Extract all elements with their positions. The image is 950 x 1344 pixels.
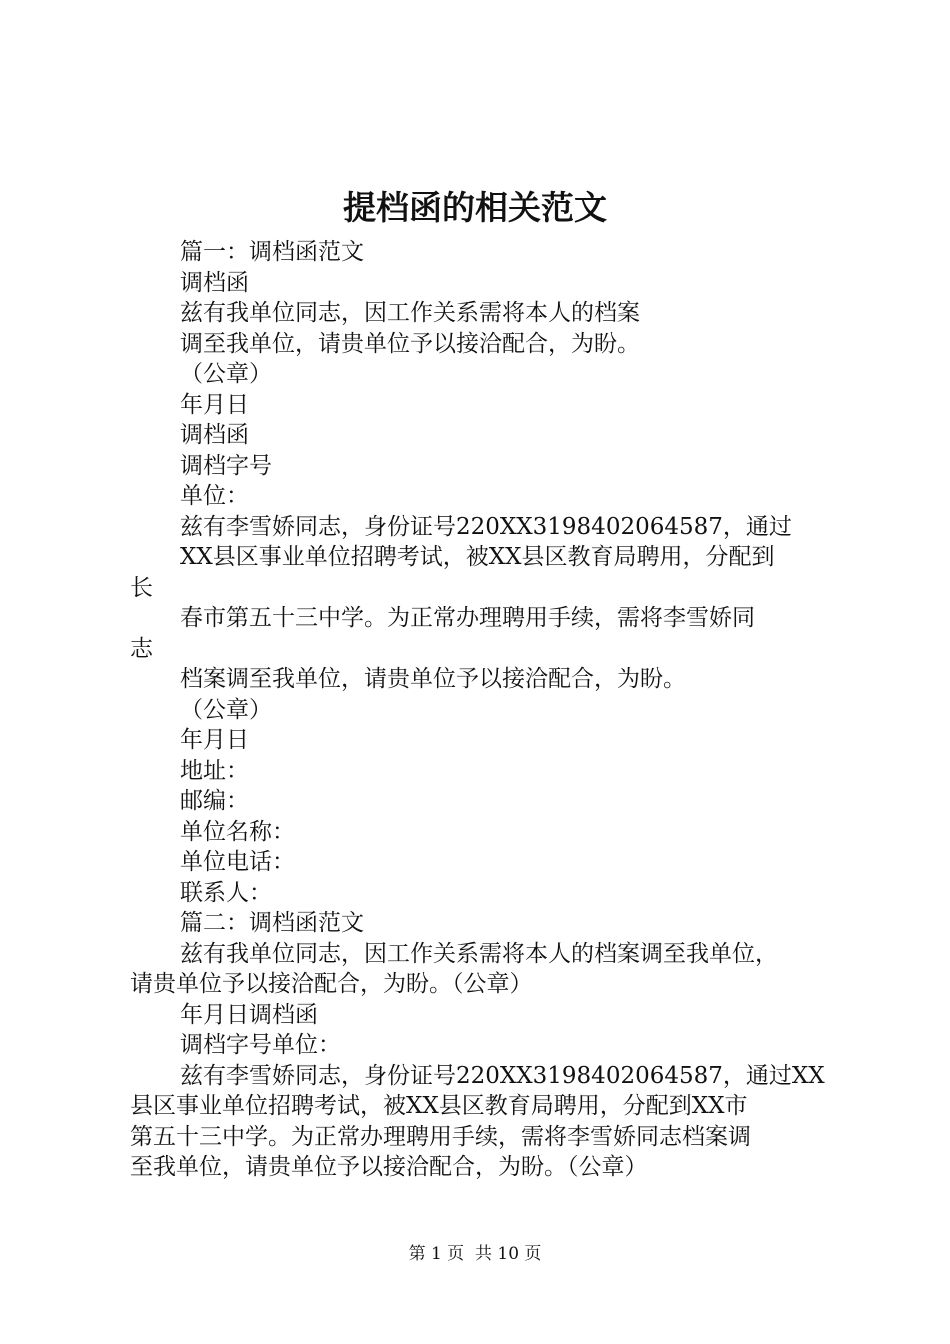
body-line: XX县区事业单位招聘考试，被XX县区教育局聘用，分配到 — [180, 544, 775, 570]
body-line: 篇一：调档函范文 — [180, 239, 364, 265]
page-footer — [0, 1242, 950, 1266]
body-line: 单位名称： — [180, 818, 295, 845]
body-line: 单位： — [180, 483, 249, 509]
body-line: 联系人： — [180, 879, 272, 906]
body-line: 调至我单位，请贵单位予以接洽配合，为盼。 — [180, 330, 640, 357]
body-line: 篇二：调档函范文 — [180, 910, 364, 936]
body-line: 年月日调档函 — [180, 1001, 318, 1028]
body-line: 县区事业单位招聘考试，被XX县区教育局聘用，分配到XX市 — [130, 1093, 748, 1119]
body-line: 兹有李雪娇同志，身份证号220XX3198402064587，通过XX — [180, 1062, 825, 1089]
body-line: 请贵单位予以接洽配合，为盼。（公章） — [130, 971, 533, 997]
body-line: 调档函 — [180, 422, 249, 448]
body-line: 春市第五十三中学。为正常办理聘用手续，需将李雪娇同 — [180, 605, 755, 631]
body-line: 邮编： — [180, 788, 249, 814]
body-line: 兹有我单位同志，因工作关系需将本人的档案调至我单位， — [180, 940, 778, 967]
body-line: 至我单位，请贵单位予以接洽配合，为盼。（公章） — [130, 1154, 648, 1180]
body-line: 长 — [130, 574, 153, 601]
body-line: （公章） — [180, 696, 272, 723]
body-line: 调档字号单位： — [180, 1032, 341, 1058]
body-line: 年月日 — [180, 727, 249, 753]
document-title: 提档函的相关范文 — [343, 188, 607, 227]
body-line: 调档字号 — [180, 452, 272, 479]
body-line: 第五十三中学。为正常办理聘用手续，需将李雪娇同志档案调 — [130, 1123, 751, 1150]
document-body — [130, 237, 850, 1183]
body-line: 档案调至我单位，请贵单位予以接洽配合，为盼。 — [180, 666, 686, 692]
body-line: 兹有我单位同志，因工作关系需将本人的档案 — [180, 300, 640, 326]
body-line: 地址： — [180, 757, 249, 784]
body-line: 调档函 — [180, 269, 249, 296]
body-line: （公章） — [180, 361, 272, 387]
body-line: 单位电话： — [180, 849, 295, 875]
page-indicator: 第 1 页 共 10 页 — [408, 1244, 542, 1264]
body-line: 年月日 — [180, 391, 249, 418]
body-line: 志 — [130, 635, 153, 662]
body-line: 兹有李雪娇同志，身份证号220XX3198402064587，通过 — [180, 513, 792, 540]
